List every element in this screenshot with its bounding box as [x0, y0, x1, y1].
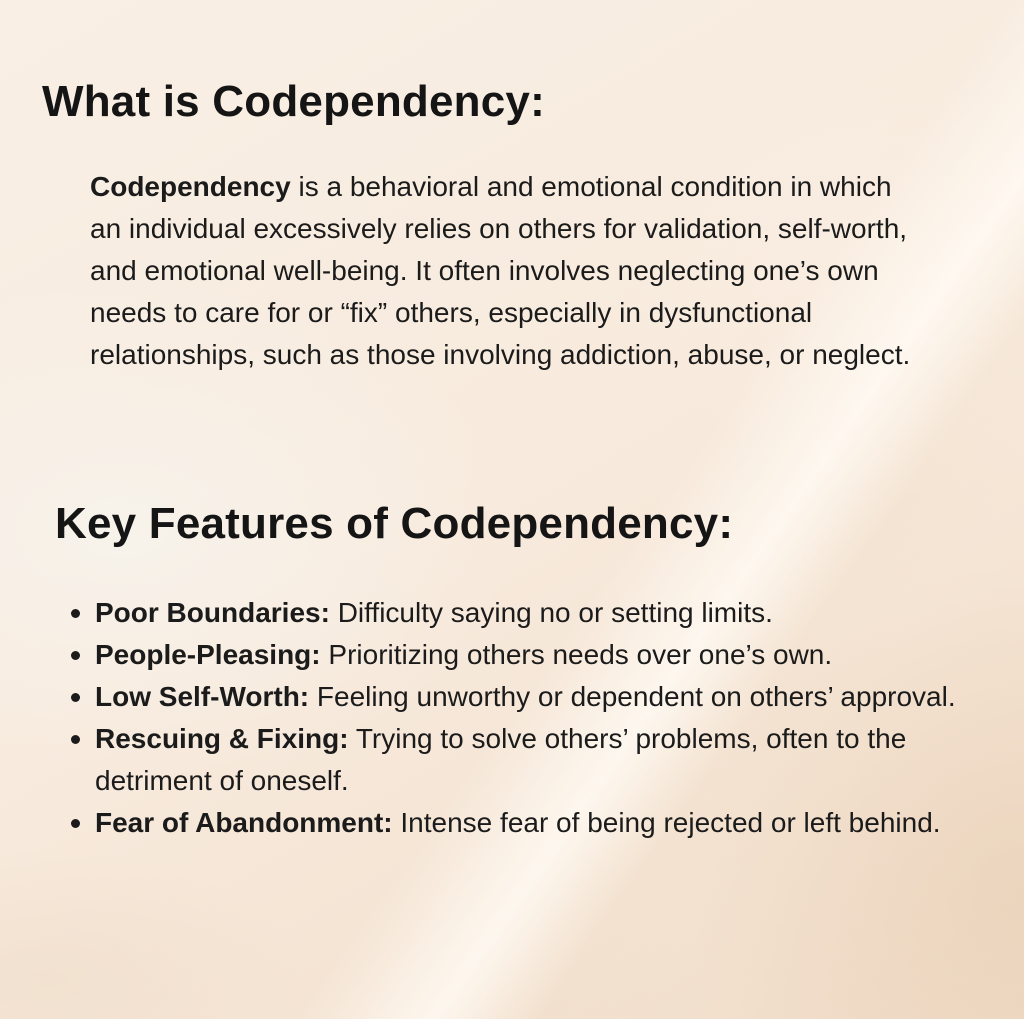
feature-text: [95, 592, 773, 634]
bullet-icon: [71, 609, 80, 618]
feature-description: Feeling unworthy or dependent on others’ approval.: [316, 681, 956, 712]
feature-description: Prioritizing others needs over one’s own.: [328, 639, 833, 670]
feature-text: [95, 634, 832, 676]
definition-text: is a behavioral and emotional condition in which an individual excessively relies on others for validation, self-worth, and emotional well-being. It often involves neglecting one’s own needs to care for or “fix” others, especially in dysfunctional relationships, such as those involving addiction, abuse, or neglect.: [90, 171, 911, 370]
features-heading: Key Features of Codependency:: [55, 499, 734, 548]
feature-text: [95, 676, 956, 718]
feature-label: People-Pleasing:: [95, 639, 321, 670]
bullet-icon: [71, 819, 80, 828]
feature-item-people-pleasing: [70, 634, 985, 676]
features-list: [70, 592, 985, 844]
feature-description: Trying to solve others’ problems, often to the detriment of oneself.: [95, 723, 907, 796]
feature-label: Fear of Abandonment:: [95, 807, 393, 838]
bullet-icon: [71, 651, 80, 660]
bullet-icon: [71, 735, 80, 744]
feature-description: Difficulty saying no or setting limits.: [337, 597, 773, 628]
definition-lead-word: Codependency: [90, 171, 291, 202]
feature-text: [95, 802, 941, 844]
page-title: What is Codependency:: [42, 77, 545, 126]
feature-item-low-self-worth: [70, 676, 985, 718]
feature-item-poor-boundaries: [70, 592, 985, 634]
feature-item-rescuing-fixing: [70, 718, 985, 802]
definition-paragraph: [90, 166, 930, 376]
feature-label: Rescuing & Fixing:: [95, 723, 349, 754]
feature-item-fear-of-abandonment: [70, 802, 985, 844]
feature-label: Poor Boundaries:: [95, 597, 330, 628]
feature-text: [95, 718, 985, 802]
bullet-icon: [71, 693, 80, 702]
feature-description: Intense fear of being rejected or left behind.: [400, 807, 941, 838]
feature-label: Low Self-Worth:: [95, 681, 310, 712]
